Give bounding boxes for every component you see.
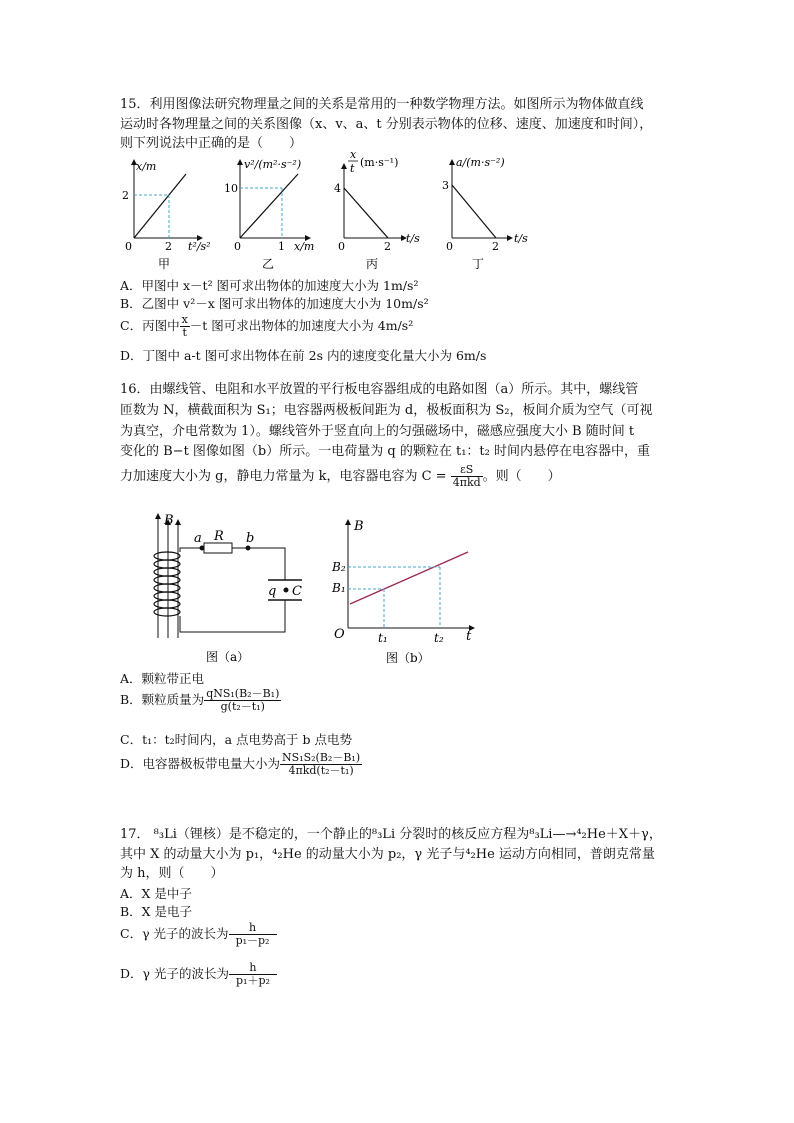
q16-line3: 为真空，介电常数为 1）。螺线管外于竖直向上的匀强磁场中，磁感应强度大小 B 随时间 t bbox=[120, 424, 635, 439]
q17-option-d-frac: $\frac{h}{\text{p₁＋p₂}}$ bbox=[229, 962, 277, 987]
ding-y-tick: 3 bbox=[442, 179, 449, 192]
q16-line2: 匝数为 N，横截面积为 S₁；电容器两极板间距为 d，极板面积为 S₂，板间介质为空气（可视 bbox=[120, 403, 653, 418]
bing-origin: 0 bbox=[338, 240, 345, 253]
q16-option-b-prefix: B．颗粒质量为 bbox=[120, 692, 205, 707]
graph-jia bbox=[122, 160, 211, 270]
jia-x-label: t²/s² bbox=[188, 240, 211, 253]
q17-option-b: B．X 是电子 bbox=[120, 904, 193, 919]
q16-line5-suffix: 。则（ ） bbox=[482, 469, 561, 484]
yi-origin: 0 bbox=[234, 240, 241, 253]
q15-option-c-frac: $\frac{x}{t}$ bbox=[181, 313, 188, 339]
q15-option-b: B．乙图中 v²－x 图可求出物体的加速度大小为 10m/s² bbox=[120, 296, 429, 311]
q16-line4: 变化的 B−t 图像如图（b）所示。一电荷量为 q 的颗粒在 t₁：t₂ 时间内悬停在电容器中，重 bbox=[120, 444, 650, 459]
q17-option-c bbox=[120, 922, 277, 947]
q15-line1: 15．利用图像法研究物理量之间的关系是常用的一种数学物理方法。如图所示为物体做直线 bbox=[120, 97, 644, 112]
q16-option-c: C．t₁：t₂时间内，a 点电势高于 b 点电势 bbox=[120, 732, 353, 747]
q17-option-d bbox=[120, 962, 277, 987]
q17-line1: 17． ⁸₃Li（锂核）是不稳定的，一个静止的⁸₃Li 分裂时的核反应方程为⁸₃Li—→⁴₂He＋X＋γ， bbox=[120, 827, 662, 842]
graph-ding bbox=[442, 156, 528, 270]
ding-y-label: a/(m·s⁻²) bbox=[456, 156, 505, 169]
q17-line2: 其中 X 的动量大小为 p₁，⁴₂He 的动量大小为 p₂，γ 光子与⁴₂He 运动方向相同，普朗克常量 bbox=[120, 847, 655, 862]
fig-b-origin: O bbox=[334, 627, 345, 642]
q16-option-d-frac: $\frac{\text{NS₁S₂(B₂－B₁)}}{\text{4πkd(t₂－t₁)}}$ bbox=[282, 751, 361, 777]
bing-x-label: t/s bbox=[406, 232, 420, 245]
capacitance-formula: $\frac{\varepsilon S}{\text{4πkd}}$ bbox=[452, 463, 481, 489]
q16-line5 bbox=[120, 464, 561, 489]
yi-x-label: x/m bbox=[294, 240, 315, 253]
label-C: C bbox=[292, 584, 302, 599]
q15-option-c-prefix: C．丙图中 bbox=[120, 318, 180, 333]
fig-b-B1: B₁ bbox=[332, 581, 346, 595]
ding-caption: 丁 bbox=[472, 257, 485, 270]
label-b: b bbox=[246, 531, 255, 546]
q15-option-c bbox=[120, 314, 413, 339]
q16-option-d-prefix: D．电容器极板带电量大小为 bbox=[120, 756, 281, 771]
yi-y-tick: 10 bbox=[224, 182, 238, 195]
yi-y-label: v²/(m²·s⁻²) bbox=[244, 158, 302, 171]
bing-caption: 丙 bbox=[366, 257, 379, 270]
ding-origin: 0 bbox=[446, 240, 453, 253]
bing-y-den: t bbox=[350, 162, 355, 175]
label-q: q bbox=[268, 584, 277, 599]
bing-y-tick: 4 bbox=[334, 182, 341, 195]
ding-x-tick: 2 bbox=[492, 240, 499, 253]
fig-a-caption: 图（a） bbox=[206, 650, 250, 664]
q16-option-d bbox=[120, 752, 362, 777]
label-a: a bbox=[194, 531, 202, 546]
bt-graph-figure-b bbox=[328, 516, 488, 668]
q16-option-b-frac: $\frac{\text{qNS₁(B₂－B₁)}}{\text{g(t₂－t₁)}}$ bbox=[206, 687, 280, 713]
q16-option-a: A．颗粒带正电 bbox=[120, 671, 205, 686]
q15-line3: 则下列说法中正确的是（ ） bbox=[120, 136, 303, 151]
jia-caption: 甲 bbox=[158, 257, 171, 270]
fig-b-B2: B₂ bbox=[332, 560, 346, 574]
yi-x-tick: 1 bbox=[278, 240, 285, 253]
q17-option-c-prefix: C．γ 光子的波长为 bbox=[120, 926, 229, 941]
fig-b-t1: t₁ bbox=[378, 631, 388, 645]
graph-yi bbox=[224, 158, 314, 270]
label-B: B bbox=[164, 513, 174, 528]
jia-y-tick: 2 bbox=[122, 189, 129, 202]
fig-b-t2: t₂ bbox=[434, 631, 444, 645]
label-R: R bbox=[214, 529, 224, 544]
q16-line5-prefix: 力加速度大小为 g，静电力常量为 k，电容器电容为 C = bbox=[120, 469, 447, 484]
bing-y-unit: (m·s⁻¹) bbox=[360, 156, 399, 169]
bing-x-tick: 2 bbox=[384, 240, 391, 253]
q17-line3: 为 h，则（ ） bbox=[120, 866, 224, 881]
q17-option-d-prefix: D．γ 光子的波长为 bbox=[120, 966, 229, 981]
q17-option-c-frac: $\frac{h}{\text{p₁－p₂}}$ bbox=[229, 922, 277, 947]
jia-x-tick: 2 bbox=[165, 240, 172, 253]
q15-option-d: D．丁图中 a-t 图可求出物体在前 2s 内的速度变化量大小为 6m/s bbox=[120, 348, 487, 363]
circuit-figure-a bbox=[140, 508, 310, 668]
fig-b-caption: 图（b） bbox=[386, 651, 430, 665]
q16-option-b bbox=[120, 688, 281, 713]
q16-line1: 16．由螺线管、电阻和水平放置的平行板电容器组成的电路如图（a）所示。其中，螺线管 bbox=[120, 382, 639, 397]
q15-graphs bbox=[110, 152, 550, 270]
jia-y-label: x/m bbox=[136, 160, 157, 173]
yi-caption: 乙 bbox=[262, 257, 275, 270]
q15-option-a: A．甲图中 x－t² 图可求出物体的加速度大小为 1m/s² bbox=[120, 278, 419, 293]
jia-origin: 0 bbox=[125, 240, 132, 253]
q15-line2: 运动时各物理量之间的关系图像（x、v、a、t 分别表示物体的位移、速度、加速度和时间）， bbox=[120, 117, 653, 132]
q17-option-a: A．X 是中子 bbox=[120, 886, 192, 901]
bing-y-num: x bbox=[350, 152, 357, 161]
fig-b-x-label: t bbox=[466, 629, 472, 644]
fig-b-y-label: B bbox=[354, 519, 364, 534]
ding-x-label: t/s bbox=[514, 232, 528, 245]
graph-bing bbox=[334, 152, 420, 270]
q15-option-c-suffix: －t 图可求出物体的加速度大小为 4m/s² bbox=[189, 318, 414, 333]
